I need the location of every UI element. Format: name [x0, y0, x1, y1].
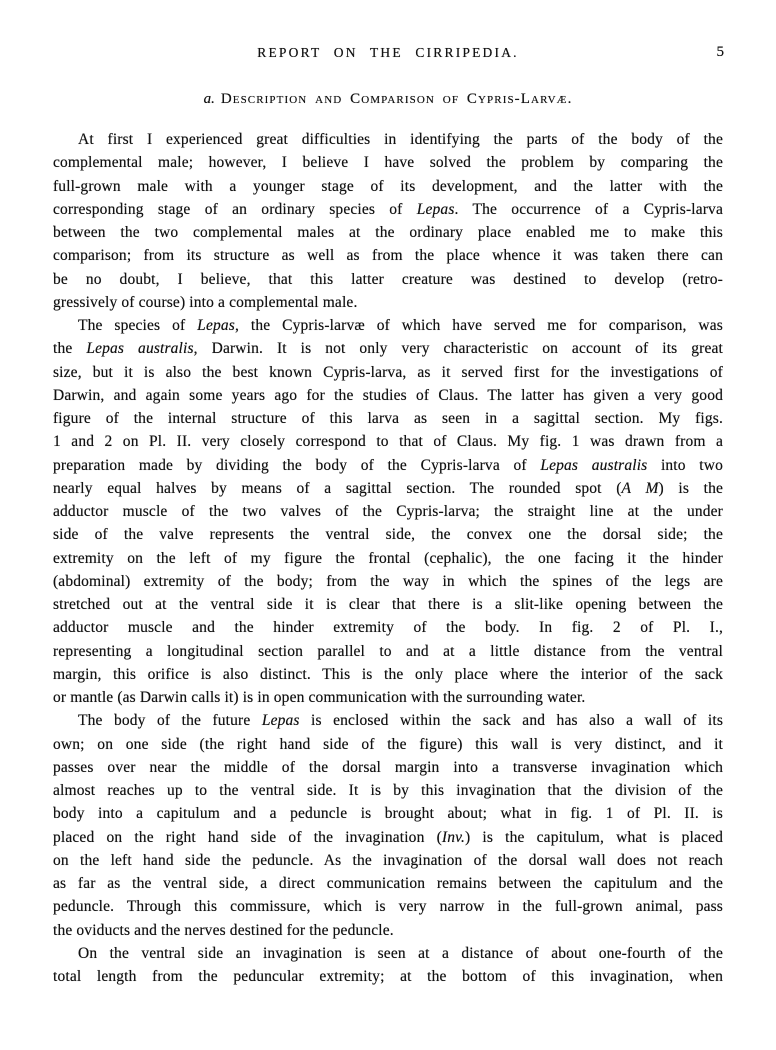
section-heading-text: Description and Comparison of Cypris-Larvæ.: [220, 91, 573, 107]
text-line: complemental male; however, I believe I have solved the problem by comparing the: [53, 154, 723, 172]
text-line: representing a longitudinal section parallel to and at a little distance from the ventral: [53, 642, 723, 660]
text-line: Darwin, and again some years ago for the studies of Claus. The latter has given a very good: [53, 386, 723, 404]
text-line: side of the valve represents the ventral side, the convex one the dorsal side; the: [53, 526, 723, 544]
text-line: comparison; from its structure as well as from the place whence it was taken there can: [53, 247, 723, 265]
text-line: The body of the future Lepas is enclosed within the sack and has also a wall of its: [78, 712, 723, 730]
text-line: on the left hand side the peduncle. As the invagination of the dorsal wall does not reach: [53, 851, 723, 869]
text-line: adductor muscle and the hinder extremity of the body. In fig. 2 of Pl. I.,: [53, 619, 723, 637]
text-line: almost reaches up to the ventral side. It is by this invagination that the division of the: [53, 782, 723, 799]
text-line: adductor muscle of the two valves of the Cypris-larva; the straight line at the under: [53, 503, 723, 520]
text-line: gressively of course) into a complemental male.: [53, 293, 358, 311]
text-line: size, but it is also the best known Cypris-larva, as it served first for the investigations of: [53, 363, 723, 381]
text-line: own; on one side (the right hand side of the figure) this wall is very distinct, and it: [53, 735, 723, 753]
text-line: the Lepas australis, Darwin. It is not only very characteristic on account of its great: [53, 340, 723, 358]
text-line: margin, this orifice is also distinct. This is the only place where the interior of the sack: [53, 665, 723, 683]
text-line: extremity on the left of my figure the frontal (cephalic), the one facing it the hinder: [53, 549, 723, 567]
text-line: figure of the internal structure of this larva as seen in a sagittal section. My figs.: [53, 410, 723, 427]
text-line: total length from the peduncular extremity; at the bottom of this invagination, when: [53, 968, 723, 985]
text-line: full-grown male with a younger stage of its development, and the latter with the: [53, 177, 723, 195]
page-number: 5: [716, 44, 724, 60]
text-line: The species of Lepas, the Cypris-larvæ of which have served me for comparison, was: [78, 317, 723, 334]
text-line: or mantle (as Darwin calls it) is in open communication with the surrounding water.: [53, 689, 586, 706]
text-line: preparation made by dividing the body of the Cypris-larva of Lepas australis into two: [53, 456, 723, 474]
text-line: At first I experienced great difficulties in identifying the parts of the body of the: [78, 131, 723, 148]
text-line: (abdominal) extremity of the body; from the way in which the spines of the legs are: [53, 572, 723, 590]
text-line: On the ventral side an invagination is seen at a distance of about one-fourth of the: [78, 944, 723, 962]
text-line: stretched out at the ventral side it is clear that there is a slit-like opening between the: [53, 596, 723, 613]
section-heading-prefix: a.: [203, 91, 215, 107]
text-line: 1 and 2 on Pl. II. very closely correspond to that of Claus. My fig. 1 was drawn from a: [53, 433, 723, 451]
text-line: nearly equal halves by means of a sagittal section. The rounded spot (A M) is the: [53, 479, 723, 497]
text-line: between the two complemental males at the ordinary place enabled me to make this: [53, 224, 723, 241]
text-line: be no doubt, I believe, that this latter creature was destined to develop (retro-: [53, 270, 723, 288]
text-line: corresponding stage of an ordinary species of Lepas. The occurrence of a Cypris-larva: [53, 200, 723, 218]
text-line: passes over near the middle of the dorsal margin into a transverse invagination which: [53, 758, 723, 776]
running-head: REPORT ON THE CIRRIPEDIA.: [257, 45, 519, 60]
text-line: body into a capitulum and a peduncle is brought about; what in fig. 1 of Pl. II. is: [53, 805, 723, 823]
text-line: the oviducts and the nerves destined for the peduncle.: [53, 921, 394, 939]
text-line: peduncle. Through this commissure, which is very narrow in the full-grown animal, pass: [53, 898, 723, 916]
text-line: as far as the ventral side, a direct communication remains between the capitulum and the: [53, 875, 723, 892]
text-line: placed on the right hand side of the invagination (Inv.) is the capitulum, what is placed: [53, 828, 723, 846]
section-heading: [0, 91, 776, 108]
body-text: [53, 128, 723, 988]
